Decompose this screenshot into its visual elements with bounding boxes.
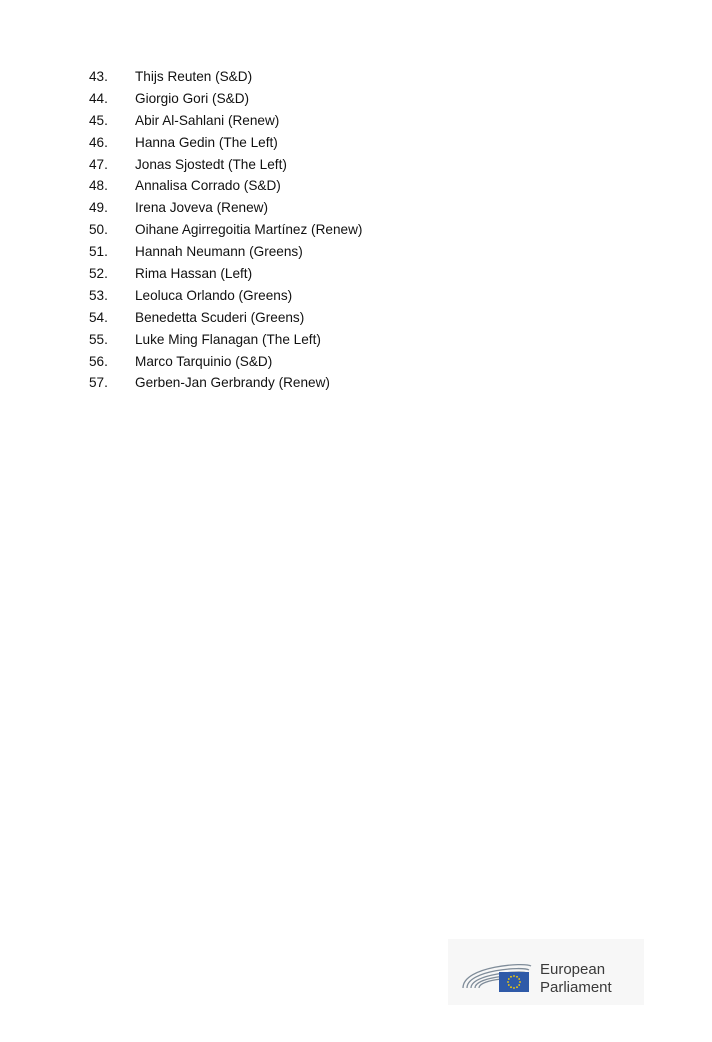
list-item-number: 54. xyxy=(89,309,108,325)
logo-line-2: Parliament xyxy=(540,979,612,996)
list-item-name: Abir Al-Sahlani (Renew) xyxy=(135,112,280,128)
list-item-name: Rima Hassan (Left) xyxy=(135,266,253,282)
logo-line-1: European xyxy=(540,961,606,978)
list-item-name: Thijs Reuten (S&D) xyxy=(135,69,253,84)
eu-star-icon xyxy=(519,981,521,983)
list-item-name: Leoluca Orlando (Greens) xyxy=(135,287,293,303)
hemicycle-icon xyxy=(459,952,535,994)
list-item-number: 50. xyxy=(89,222,108,238)
eu-star-icon xyxy=(516,986,518,988)
list-item-number: 57. xyxy=(89,375,108,391)
eu-star-icon xyxy=(518,984,520,986)
list-item-number: 43. xyxy=(89,69,108,84)
list-item-number: 51. xyxy=(89,244,108,260)
list-item-number: 45. xyxy=(89,112,108,128)
list-item-name: Luke Ming Flanagan (The Left) xyxy=(135,331,321,347)
list-item-name: Oihane Agirregoitia Martínez (Renew) xyxy=(135,222,363,238)
list-item-number: 47. xyxy=(89,156,108,172)
list-item-name: Irena Joveva (Renew) xyxy=(135,200,268,216)
eu-flag-icon xyxy=(499,972,529,992)
list-item-name: Marco Tarquinio (S&D) xyxy=(135,353,273,369)
eu-star-icon xyxy=(513,987,515,989)
eu-star-icon xyxy=(510,976,512,978)
eu-star-icon xyxy=(513,975,515,977)
list-item-number: 52. xyxy=(89,266,108,282)
list-item-number: 56. xyxy=(89,353,108,369)
list-item-number: 46. xyxy=(89,134,108,150)
eu-star-icon xyxy=(510,986,512,988)
list-item-number: 49. xyxy=(89,200,108,216)
eu-star-icon xyxy=(507,981,509,983)
list-item-name: Jonas Sjostedt (The Left) xyxy=(135,156,287,172)
list-item-number: 44. xyxy=(89,90,108,106)
eu-star-icon xyxy=(508,978,510,980)
list-item-name: Hannah Neumann (Greens) xyxy=(135,244,303,260)
list-item-name: Annalisa Corrado (S&D) xyxy=(135,178,281,194)
list-item-name: Benedetta Scuderi (Greens) xyxy=(135,309,305,325)
list-item-name: Hanna Gedin (The Left) xyxy=(135,134,278,150)
list-item-number: 48. xyxy=(89,178,108,194)
list-item-name: Gerben-Jan Gerbrandy (Renew) xyxy=(135,375,330,391)
eu-star-icon xyxy=(518,978,520,980)
list-item-name: Giorgio Gori (S&D) xyxy=(135,90,250,106)
eu-star-icon xyxy=(516,976,518,978)
list-item-number: 55. xyxy=(89,331,108,347)
eu-star-icon xyxy=(508,984,510,986)
european-parliament-logo xyxy=(448,939,644,1005)
list-item-number: 53. xyxy=(89,287,108,303)
